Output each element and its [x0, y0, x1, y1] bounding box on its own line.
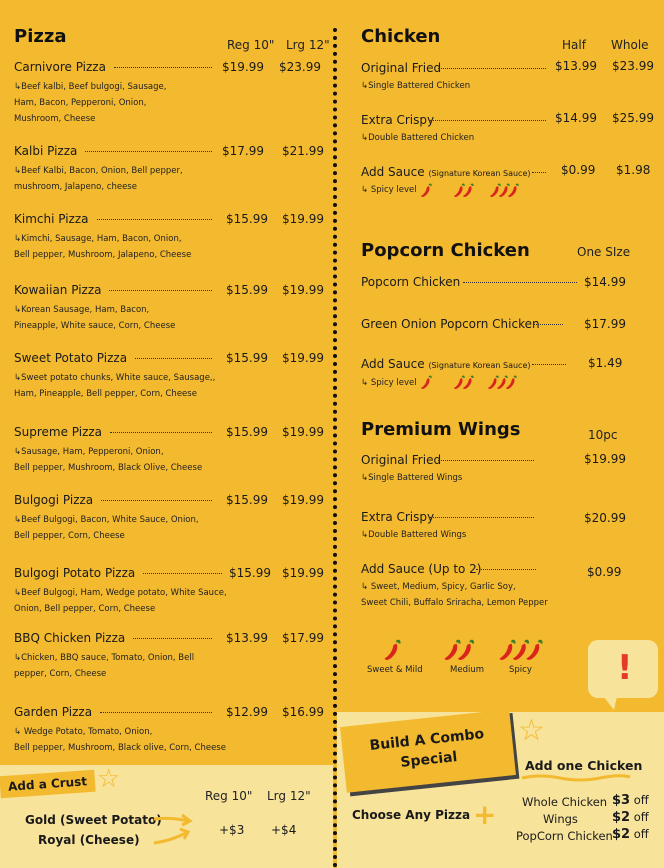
wings-item-name: Extra Crispy	[361, 510, 435, 524]
leader-dots	[100, 712, 212, 713]
crust-col-lrg: Lrg 12"	[267, 789, 311, 803]
leader-dots	[438, 68, 546, 69]
wings-sauce-desc-2: Sweet Chili, Buffalo Sriracha, Lemon Pepper	[361, 598, 548, 608]
crust-option-royal: Royal (Cheese)	[38, 833, 140, 847]
wings-item-price: $20.99	[584, 511, 626, 525]
pizza-col-lrg: Lrg 12"	[286, 38, 330, 52]
popcorn-sauce-row	[361, 357, 530, 371]
pizza-item-desc: mushroom, Jalapeno, cheese	[14, 182, 137, 192]
combo-option-name: PopCorn Chicken	[516, 829, 613, 843]
pizza-lrg-price: $16.99	[282, 705, 324, 719]
popcorn-title: Popcorn Chicken	[361, 240, 530, 261]
pizza-reg-price: $15.99	[229, 566, 271, 580]
pizza-item-desc: ↳Sweet potato chunks, White sauce, Sausage,,	[14, 373, 216, 383]
pizza-reg-price: $15.99	[226, 493, 268, 507]
chicken-col-half: Half	[562, 38, 586, 52]
combo-tag-line1: Build A Combo	[368, 726, 485, 755]
leader-dots	[533, 324, 563, 325]
pizza-reg-price: $17.99	[222, 144, 264, 158]
pizza-item-desc: Ham, Pineapple, Bell pepper, Corn, Cheese	[14, 389, 197, 399]
leader-dots	[532, 364, 566, 365]
combo-discount-off: off	[630, 810, 649, 824]
pizza-lrg-price: $19.99	[282, 566, 324, 580]
leader-dots	[532, 172, 546, 173]
pizza-lrg-price: $19.99	[282, 425, 324, 439]
leader-dots	[135, 358, 212, 359]
popcorn-sauce-name: Add Sauce	[361, 357, 425, 371]
chicken-col-whole: Whole	[611, 38, 649, 52]
pizza-item-name: Kalbi Pizza	[14, 144, 78, 158]
chicken-title: Chicken	[361, 26, 441, 47]
wings-sauce-desc-1: ↳ Sweet, Medium, Spicy, Garlic Soy,	[361, 582, 516, 592]
pizza-item-desc: ↳Chicken, BBQ sauce, Tomato, Onion, Bell	[14, 653, 195, 663]
popcorn-col: One SIze	[577, 245, 631, 259]
pizza-lrg-price: $23.99	[279, 60, 321, 74]
wings-sauce-price: $0.99	[587, 565, 622, 579]
pizza-item-desc: Mushroom, Cheese	[14, 114, 96, 124]
pizza-item-name: Carnivore Pizza	[14, 60, 106, 74]
popcorn-sauce-note: (Signature Korean Sauce)	[428, 361, 531, 370]
pizza-item-desc: ↳Beef Bulgogi, Bacon, White Sauce, Onion,	[14, 515, 199, 525]
chili-pepper-icon	[443, 639, 475, 653]
wings-item-desc: ↳Single Battered Wings	[361, 473, 463, 483]
chicken-sauce-note: (Signature Korean Sauce)	[428, 169, 531, 178]
exclamation-icon: !	[617, 648, 633, 688]
chicken-pepper-1	[420, 183, 432, 202]
pizza-lrg-price: $21.99	[282, 144, 324, 158]
combo-option-name: Wings	[543, 812, 578, 826]
pizza-col-reg: Reg 10"	[227, 38, 275, 52]
combo-discount-off: off	[630, 827, 649, 841]
combo-add-title: Add one Chicken	[525, 758, 643, 773]
underline-squiggle	[520, 772, 632, 782]
combo-option-name: Whole Chicken	[522, 795, 608, 809]
wings-title: Premium Wings	[361, 419, 521, 440]
pizza-item-desc: Bell pepper, Mushroom, Black olive, Corn, Cheese	[14, 743, 226, 753]
wings-item-price: $19.99	[584, 452, 626, 466]
pizza-item-desc: Bell pepper, Mushroom, Black Olive, Cheese	[14, 463, 203, 473]
chili-pepper-icon	[420, 375, 432, 389]
pizza-reg-price: $19.99	[222, 60, 264, 74]
pizza-item-desc: ↳Beef Bulgogi, Ham, Wedge potato, White Sauce,	[14, 588, 227, 598]
pizza-item-desc: ↳ Wedge Potato, Tomato, Onion,	[14, 727, 153, 737]
spice-label-spicy: Spicy	[509, 665, 532, 675]
popcorn-item-price: $14.99	[584, 275, 626, 289]
pizza-reg-price: $15.99	[226, 351, 268, 365]
leader-dots	[143, 573, 222, 574]
speech-bubble-tail	[600, 692, 618, 710]
pizza-reg-price: $15.99	[226, 212, 268, 226]
chicken-item-desc: ↳Single Battered Chicken	[361, 81, 471, 91]
wings-item-name: Original Fried	[361, 453, 442, 467]
chili-pepper-icon	[453, 183, 474, 197]
pizza-reg-price: $15.99	[226, 425, 268, 439]
pizza-lrg-price: $19.99	[282, 351, 324, 365]
wings-item-desc: ↳Double Battered Wings	[361, 530, 467, 540]
combo-choose: Choose Any Pizza	[352, 808, 471, 822]
combo-option-discount	[612, 827, 649, 842]
pizza-item-name: Supreme Pizza	[14, 425, 103, 439]
crust-lrg-price: +$4	[271, 823, 297, 837]
chicken-spicy-label: ↳ Spicy level	[361, 185, 417, 195]
chicken-half-price: $14.99	[555, 111, 597, 125]
spice-label-medium: Medium	[450, 665, 484, 675]
leader-dots	[463, 282, 577, 283]
arrow-icon	[152, 811, 198, 847]
combo-option-discount	[612, 810, 649, 825]
chicken-pepper-3	[489, 183, 519, 202]
crust-option-gold: Gold (Sweet Potato)	[25, 813, 162, 827]
pizza-item-desc: pepper, Corn, Cheese	[14, 669, 107, 679]
chicken-sauce-half-price: $0.99	[561, 163, 596, 177]
leader-dots	[101, 500, 212, 501]
pizza-lrg-price: $19.99	[282, 212, 324, 226]
plus-icon: +	[473, 798, 497, 831]
pizza-item-desc: ↳Kimchi, Sausage, Ham, Bacon, Onion,	[14, 234, 182, 244]
leader-dots	[476, 569, 536, 570]
crust-tag: Add a Crust	[0, 770, 96, 799]
star-doodle-icon: ☆	[518, 713, 545, 748]
popcorn-pepper-2	[453, 375, 474, 394]
pizza-item-name: Garden Pizza	[14, 705, 93, 719]
chicken-whole-price: $23.99	[612, 59, 654, 73]
chicken-item-name: Extra Crispy	[361, 113, 435, 127]
pizza-lrg-price: $17.99	[282, 631, 324, 645]
pizza-reg-price: $15.99	[226, 283, 268, 297]
popcorn-item-name: Popcorn Chicken	[361, 275, 461, 289]
chili-pepper-icon	[487, 375, 517, 389]
popcorn-pepper-1	[420, 375, 432, 394]
pizza-item-desc: Bell pepper, Mushroom, Jalapeno, Cheese	[14, 250, 192, 260]
pizza-item-name: Bulgogi Pizza	[14, 493, 94, 507]
chicken-pepper-2	[453, 183, 474, 202]
leader-dots	[133, 638, 212, 639]
popcorn-pepper-3	[487, 375, 517, 394]
combo-discount-off: off	[630, 793, 649, 807]
chicken-sauce-row	[361, 165, 530, 179]
popcorn-spicy-label: ↳ Spicy level	[361, 378, 417, 388]
popcorn-sauce-price: $1.49	[588, 356, 623, 370]
leader-dots	[110, 432, 212, 433]
chili-pepper-icon	[420, 183, 432, 197]
pizza-item-desc: Pineapple, White sauce, Corn, Cheese	[14, 321, 176, 331]
chicken-sauce-name: Add Sauce	[361, 165, 425, 179]
leader-dots	[438, 460, 534, 461]
pizza-item-name: Kowaiian Pizza	[14, 283, 102, 297]
leader-dots	[85, 151, 212, 152]
pizza-item-desc: Onion, Bell pepper, Corn, Cheese	[14, 604, 156, 614]
pizza-reg-price: $13.99	[226, 631, 268, 645]
wings-sauce-name: Add Sauce (Up to 2)	[361, 562, 482, 576]
leader-dots	[430, 517, 534, 518]
chili-pepper-icon	[489, 183, 519, 197]
pizza-item-desc: Bell pepper, Corn, Cheese	[14, 531, 125, 541]
leader-dots	[430, 120, 546, 121]
chicken-half-price: $13.99	[555, 59, 597, 73]
leader-dots	[114, 67, 212, 68]
crust-col-reg: Reg 10"	[205, 789, 253, 803]
pizza-item-desc: ↳Beef kalbi, Beef bulgogi, Sausage,	[14, 82, 167, 92]
chili-pepper-icon	[453, 375, 474, 389]
pizza-item-name: Sweet Potato Pizza	[14, 351, 128, 365]
combo-discount-amount: $2	[612, 827, 631, 842]
combo-option-discount	[612, 793, 649, 808]
pizza-lrg-price: $19.99	[282, 283, 324, 297]
combo-discount-amount: $2	[612, 810, 631, 825]
pizza-item-desc: ↳Korean Sausage, Ham, Bacon,	[14, 305, 150, 315]
pizza-item-desc: ↳Beef Kalbi, Bacon, Onion, Bell pepper,	[14, 166, 183, 176]
pizza-reg-price: $12.99	[226, 705, 268, 719]
wings-col: 10pc	[588, 428, 618, 442]
star-doodle-icon: ☆	[97, 764, 121, 794]
pizza-item-name: Kimchi Pizza	[14, 212, 89, 226]
chicken-whole-price: $25.99	[612, 111, 654, 125]
popcorn-item-name: Green Onion Popcorn Chicken	[361, 317, 540, 331]
chicken-item-desc: ↳Double Battered Chicken	[361, 133, 475, 143]
combo-tag-line2: Special	[399, 749, 459, 771]
combo-discount-amount: $3	[612, 793, 631, 808]
pizza-lrg-price: $19.99	[282, 493, 324, 507]
chili-pepper-icon	[383, 639, 401, 653]
popcorn-item-price: $17.99	[584, 317, 626, 331]
chicken-item-name: Original Fried	[361, 61, 442, 75]
chili-pepper-icon	[498, 639, 543, 653]
leader-dots	[109, 290, 212, 291]
spice-label-mild: Sweet & Mild	[367, 665, 423, 675]
leader-dots	[97, 219, 212, 220]
crust-reg-price: +$3	[219, 823, 245, 837]
pizza-item-name: BBQ Chicken Pizza	[14, 631, 126, 645]
pizza-item-desc: Ham, Bacon, Pepperoni, Onion,	[14, 98, 147, 108]
pizza-item-desc: ↳Sausage, Ham, Pepperoni, Onion,	[14, 447, 164, 457]
pizza-title: Pizza	[14, 26, 67, 47]
pizza-item-name: Bulgogi Potato Pizza	[14, 566, 136, 580]
chicken-sauce-whole-price: $1.98	[616, 163, 651, 177]
